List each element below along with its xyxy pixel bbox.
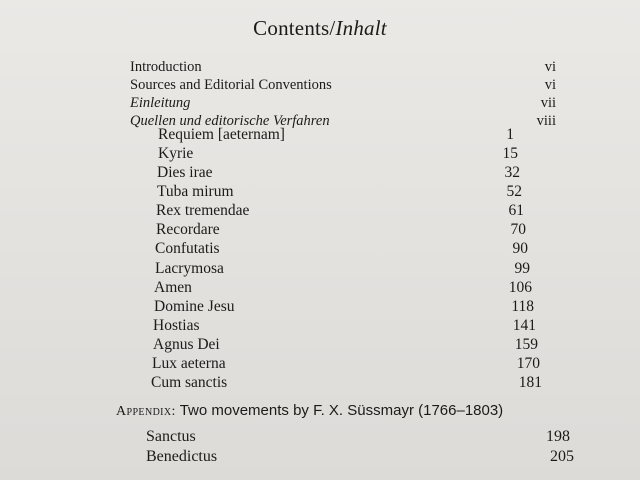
- movement-page-agnus-dei: 159: [514, 336, 538, 353]
- movement-page-lacrymosa: 99: [514, 260, 530, 277]
- front-page-quellen: viii: [536, 113, 556, 129]
- appendix-heading: [116, 402, 503, 420]
- front-entry-sources: Sources and Editorial Conventions: [130, 77, 332, 93]
- page-title: [0, 16, 640, 41]
- front-entry-quellen: Quellen und editorische Verfahren: [130, 113, 330, 129]
- front-page-introduction: vi: [544, 59, 556, 75]
- title-roman: Contents/: [253, 16, 336, 40]
- front-entry-introduction: Introduction: [130, 59, 202, 75]
- movement-agnus-dei: Agnus Dei: [153, 336, 220, 353]
- appendix-description: Two movements by F. X. Süssmayr (1766–1803): [179, 402, 504, 419]
- movement-rex-tremendae: Rex tremendae: [156, 202, 250, 219]
- movement-lacrymosa: Lacrymosa: [155, 260, 224, 277]
- movement-page-rex-tremendae: 61: [508, 202, 524, 219]
- movement-page-kyrie: 15: [502, 145, 518, 162]
- front-page-einleitung: vii: [540, 95, 556, 111]
- title-italic: Inhalt: [335, 16, 387, 40]
- movement-tuba-mirum: Tuba mirum: [157, 183, 234, 200]
- movement-hostias: Hostias: [153, 317, 200, 334]
- movement-page-dies-irae: 32: [504, 164, 520, 181]
- movement-confutatis: Confutatis: [155, 240, 220, 257]
- movement-lux-aeterna: Lux aeterna: [152, 355, 226, 372]
- movement-domine-jesu: Domine Jesu: [154, 298, 235, 315]
- movement-amen: Amen: [154, 279, 192, 296]
- front-entry-einleitung: Einleitung: [130, 95, 191, 111]
- movement-page-domine-jesu: 118: [511, 298, 534, 315]
- movement-dies-irae: Dies irae: [157, 164, 213, 181]
- appendix-label: Appendix:: [116, 404, 176, 419]
- movement-page-tuba-mirum: 52: [506, 183, 522, 200]
- front-page-sources: vi: [544, 77, 556, 93]
- movement-page-amen: 106: [508, 279, 532, 296]
- movement-page-hostias: 141: [512, 317, 536, 334]
- movement-page-recordare: 70: [510, 221, 526, 238]
- appendix-item-benedictus: Benedictus: [146, 448, 218, 465]
- appendix-page-benedictus: 205: [550, 448, 574, 465]
- movement-cum-sanctis: Cum sanctis: [151, 374, 228, 391]
- movement-requiem: Requiem [aeternam]: [158, 126, 285, 143]
- movement-page-cum-sanctis: 181: [518, 374, 542, 391]
- appendix-item-sanctus: Sanctus: [146, 428, 196, 445]
- movement-page-confutatis: 90: [512, 240, 528, 257]
- movement-page-requiem: 1: [506, 126, 514, 143]
- movement-kyrie: Kyrie: [158, 145, 194, 162]
- appendix-page-sanctus: 198: [546, 428, 570, 445]
- movement-recordare: Recordare: [156, 221, 220, 238]
- movement-page-lux-aeterna: 170: [516, 355, 540, 372]
